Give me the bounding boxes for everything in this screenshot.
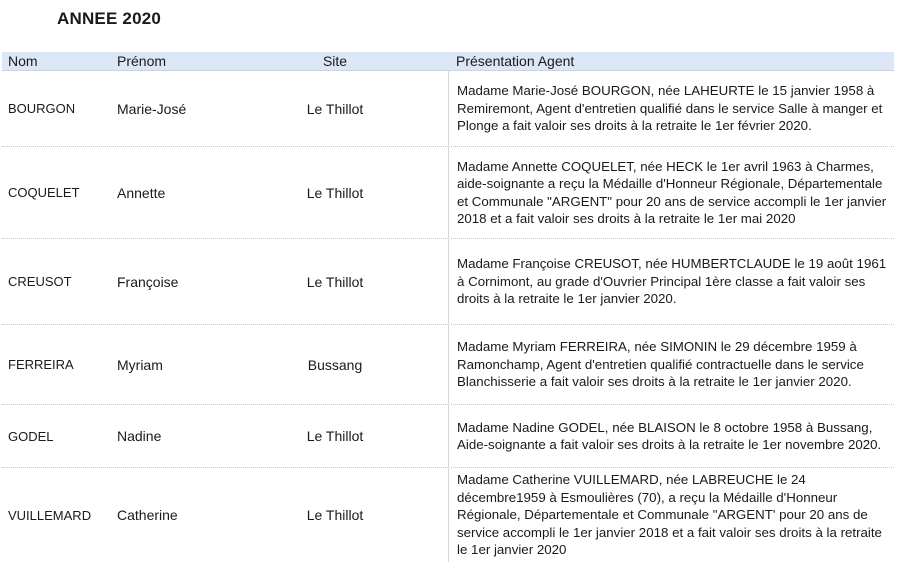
table-row bbox=[2, 147, 894, 239]
cell-prenom: Nadine bbox=[117, 428, 162, 444]
header-site: Site bbox=[322, 53, 348, 69]
table-row bbox=[2, 468, 894, 562]
header-prenom: Prénom bbox=[117, 53, 167, 69]
table-row bbox=[2, 71, 894, 147]
cell-presentation: Madame Catherine VUILLEMARD, née LABREUCHE le 24 décembre1959 à Esmoulières (70), a reçu la Médaille d'Honneur Régionale, Départementale et Communale "ARGENT' pour 20 ans de service accompli le 1er janvier 2018 et a fait valoir ses droits à la retraite le 1er janvier 2020 bbox=[448, 468, 894, 562]
cell-site: Le Thillot bbox=[306, 507, 364, 523]
cell-site: Bussang bbox=[307, 356, 363, 373]
cell-nom: COQUELET bbox=[8, 185, 80, 200]
page-title: ANNEE 2020 bbox=[57, 9, 162, 28]
cell-presentation: Madame Marie-José BOURGON, née LAHEURTE le 15 janvier 1958 à Remiremont, Agent d'entretien qualifié dans le service Salle à manger et Plonge a fait valoir ses droits à la retraite le 1er février 2020. bbox=[448, 71, 894, 146]
cell-site: Le Thillot bbox=[306, 428, 364, 444]
cell-nom: GODEL bbox=[8, 428, 54, 444]
cell-site: Le Thillot bbox=[306, 100, 364, 117]
cell-prenom: Françoise bbox=[117, 273, 179, 290]
cell-nom: CREUSOT bbox=[8, 274, 72, 289]
cell-presentation: Madame Annette COQUELET, née HECK le 1er avril 1963 à Charmes, aide-soignante a reçu la Médaille d'Honneur Régionale, Départementale et Communale "ARGENT" pour 20 ans de service accompli le 1er janvier 2018 et a fait valoir ses droits à la retraite le 1er mai 2020 bbox=[448, 147, 894, 238]
table-row bbox=[2, 405, 894, 468]
table-row bbox=[2, 239, 894, 325]
cell-prenom: Catherine bbox=[117, 507, 178, 523]
cell-nom: BOURGON bbox=[8, 101, 76, 116]
cell-nom: FERREIRA bbox=[8, 357, 74, 372]
cell-prenom: Marie-José bbox=[117, 100, 187, 117]
cell-presentation: Madame Françoise CREUSOT, née HUMBERTCLAUDE le 19 août 1961 à Cornimont, au grade d'Ouvrier Principal 1ère classe a fait valoir ses droits à la retraite le 1er janvier 2020. bbox=[448, 239, 894, 324]
cell-site: Le Thillot bbox=[306, 273, 364, 290]
cell-presentation: Madame Myriam FERREIRA, née SIMONIN le 29 décembre 1959 à Ramonchamp, Agent d'entretien qualifié contractuelle dans le service Blanchisserie a fait valoir ses droits à la retraite le 1er janvier 2020. bbox=[448, 325, 894, 404]
cell-presentation: Madame Nadine GODEL, née BLAISON le 8 octobre 1958 à Bussang, Aide-soignante a fait valoir ses droits à la retraite le 1er novembre 2020. bbox=[448, 405, 894, 467]
cell-site: Le Thillot bbox=[306, 184, 364, 201]
cell-prenom: Annette bbox=[117, 184, 166, 201]
retirees-table bbox=[2, 52, 894, 562]
cell-nom: VUILLEMARD bbox=[8, 507, 92, 523]
header-nom: Nom bbox=[8, 53, 38, 69]
table-row bbox=[2, 325, 894, 405]
header-presentation: Présentation Agent bbox=[456, 53, 575, 69]
table-header bbox=[2, 52, 894, 71]
cell-prenom: Myriam bbox=[117, 356, 163, 373]
